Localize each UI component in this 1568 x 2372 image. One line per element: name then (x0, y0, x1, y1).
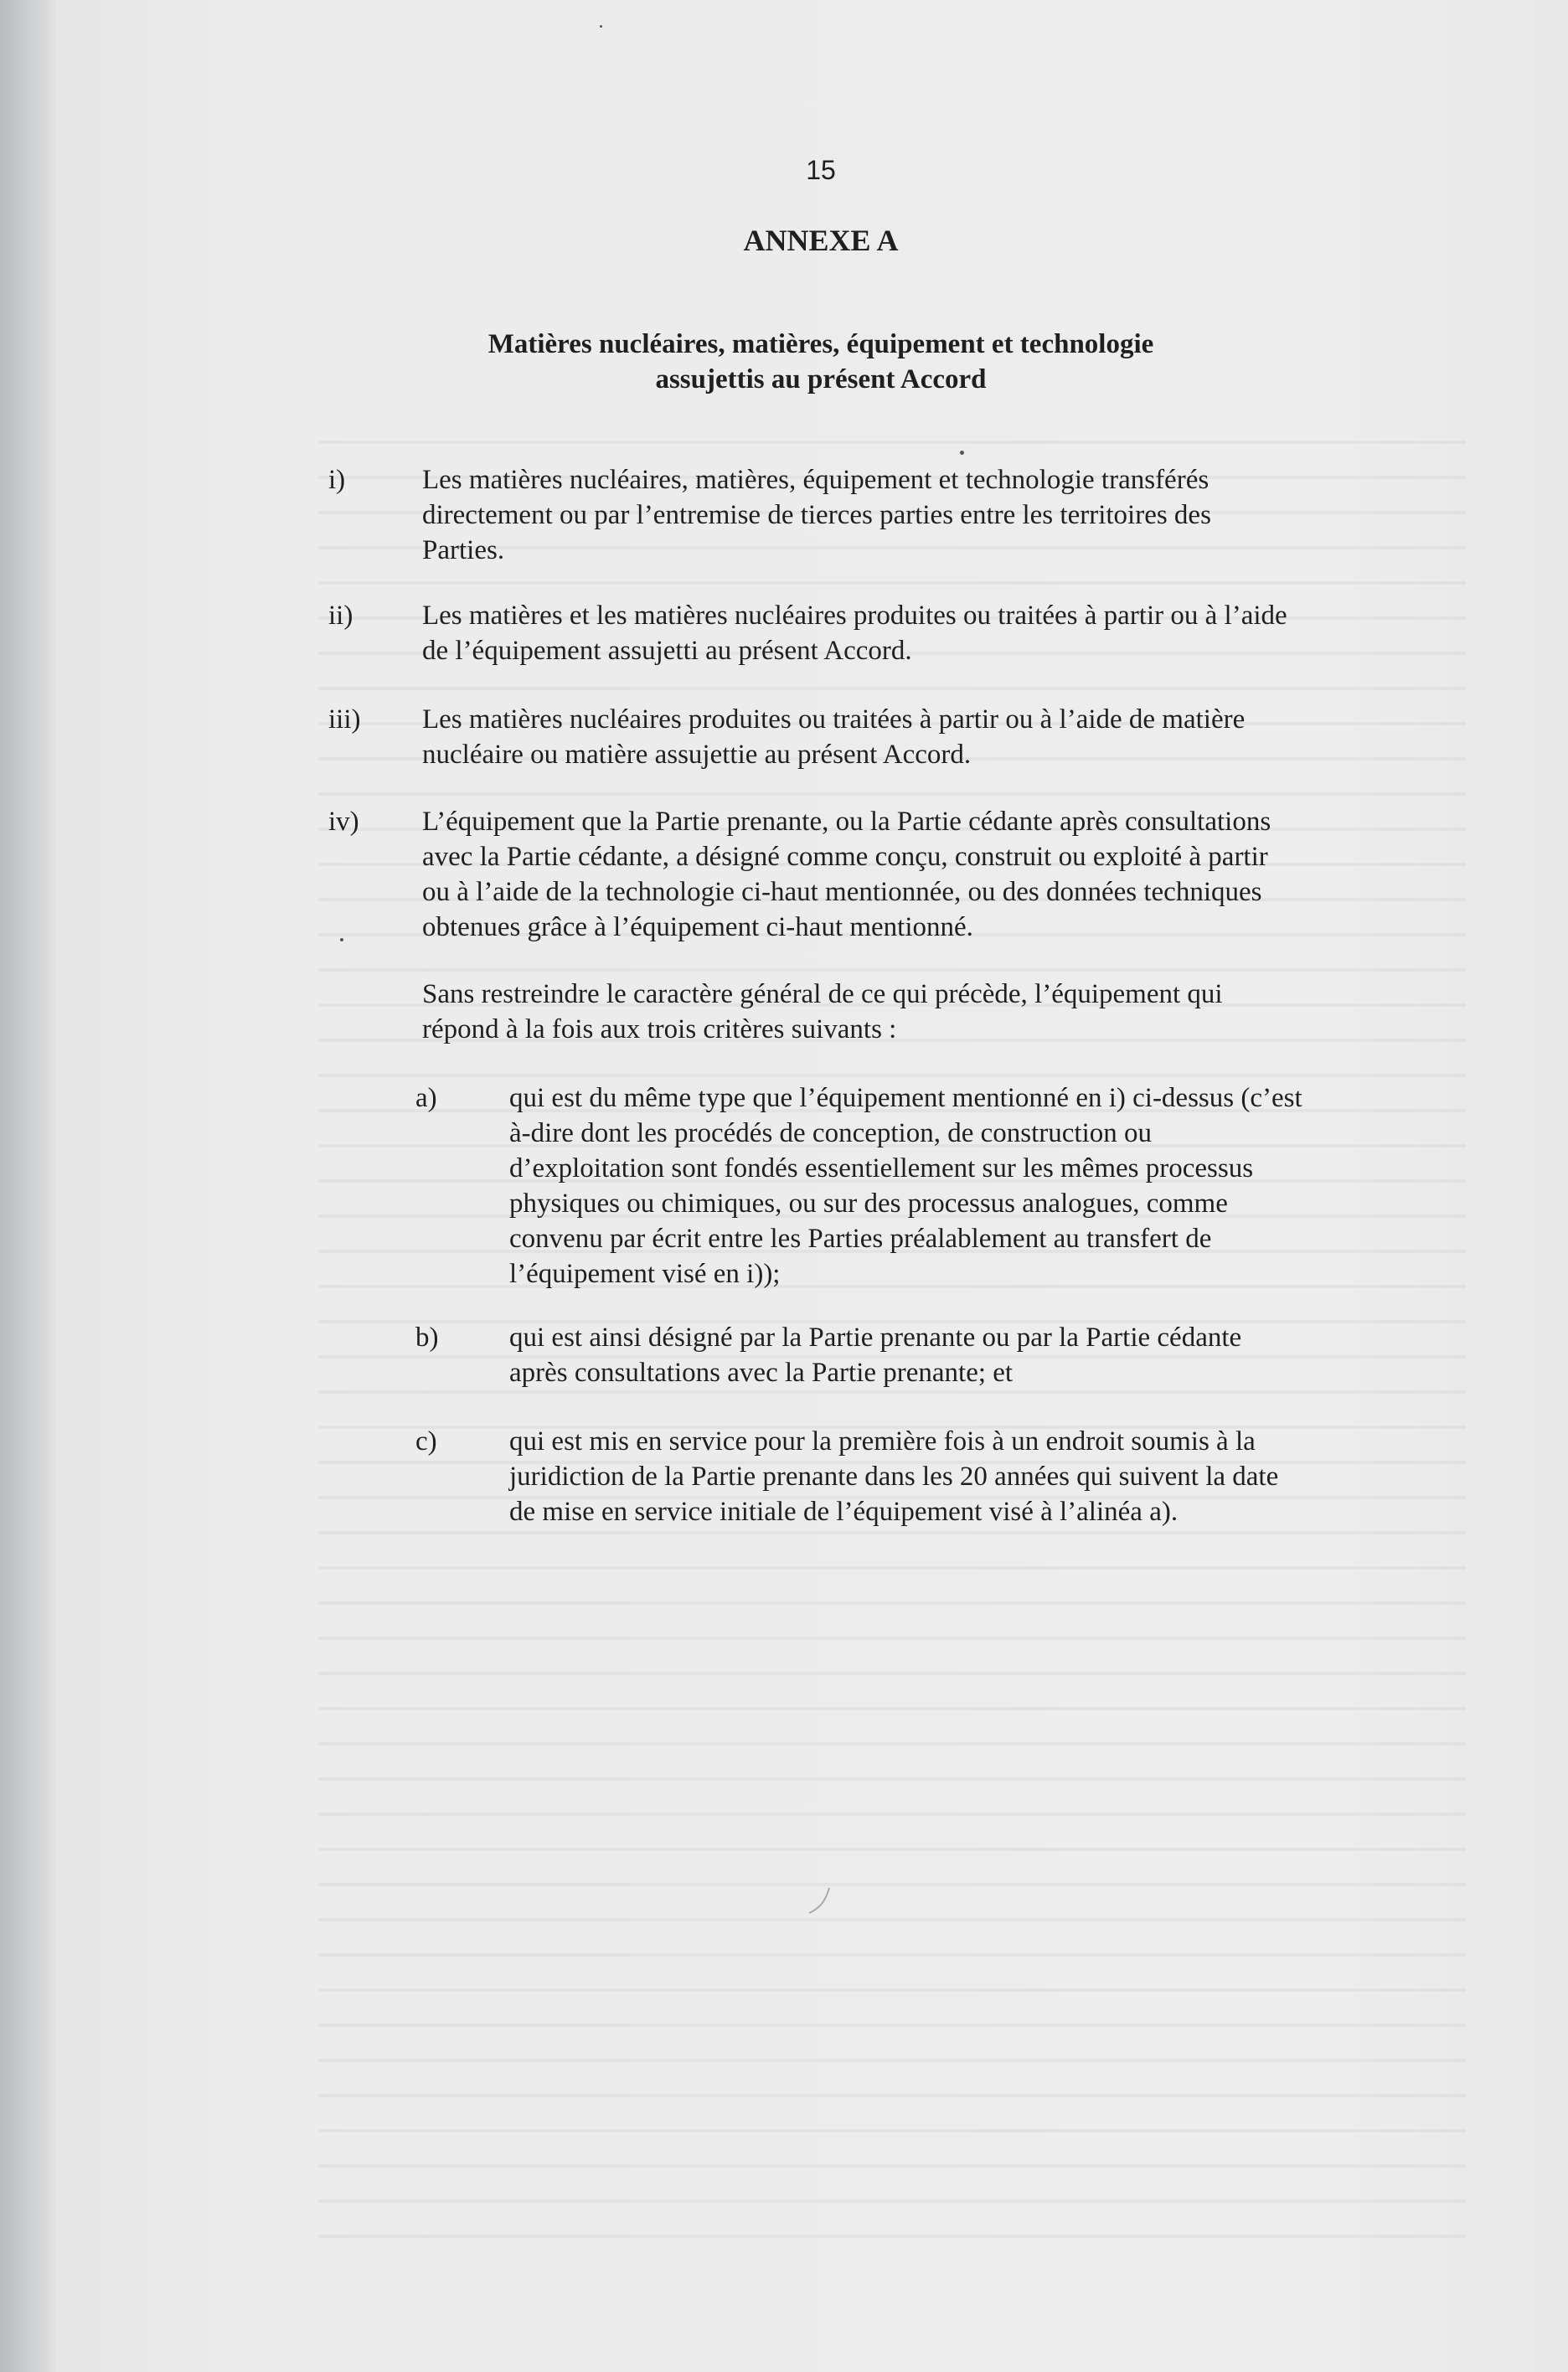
sub-item-letter: a) (415, 1083, 437, 1113)
text-line: à-dire dont les procédés de conception, de construction ou (509, 1118, 1152, 1148)
text-line: qui est mis en service pour la première fois à un endroit soumis à la (509, 1426, 1256, 1457)
list-item (328, 462, 1444, 568)
scan-speck (600, 25, 602, 28)
item-number: iv) (328, 807, 359, 837)
sub-item-letter: b) (415, 1323, 439, 1353)
item-text (422, 462, 1444, 568)
text-line: ou à l’aide de la technologie ci-haut mentionnée, ou des données techniques (422, 877, 1262, 907)
text-line: nucléaire ou matière assujettie au présent Accord. (422, 740, 972, 770)
sub-list-item (415, 1080, 1302, 1292)
text-line: l’équipement visé en i)); (509, 1259, 781, 1289)
text-line: Les matières nucléaires, matières, équipement et technologie transférés (422, 465, 1210, 495)
item-text (422, 804, 1444, 945)
subtitle-line: Matières nucléaires, matières, équipement et technologie (487, 329, 1154, 359)
text-line: avec la Partie cédante, a désigné comme conçu, construit ou exploité à partir (422, 842, 1268, 872)
text-line: qui est ainsi désigné par la Partie prenante ou par la Partie cédante (509, 1323, 1242, 1353)
sub-item-text (509, 1080, 1302, 1292)
subtitle-line: assujettis au présent Accord (655, 364, 987, 394)
text-line: obtenues grâce à l’équipement ci-haut mentionné. (422, 912, 973, 942)
text-line: Sans restreindre le caractère général de ce qui précède, l’équipement qui (422, 979, 1223, 1009)
list-item (328, 804, 1444, 945)
scan-speck (340, 938, 343, 941)
item-text (422, 598, 1444, 668)
text-line: convenu par écrit entre les Parties préalablement au transfert de (509, 1224, 1212, 1254)
page-number: 15 (806, 155, 836, 185)
text-line: Les matières et les matières nucléaires produites ou traitées à partir ou à l’aide (422, 601, 1287, 631)
annex-title: ANNEXE A (743, 224, 899, 257)
intro-paragraph (422, 977, 1223, 1047)
item-number: ii) (328, 601, 353, 631)
scan-mark (804, 1885, 838, 1918)
list-item (328, 702, 1444, 772)
sub-item-letter: c) (415, 1426, 437, 1457)
scan-speck (960, 451, 964, 455)
text-line: d’exploitation sont fondés essentiellement sur les mêmes processus (509, 1153, 1254, 1183)
text-line: Les matières nucléaires produites ou traitées à partir ou à l’aide de matière (422, 704, 1246, 735)
text-line: qui est du même type que l’équipement mentionné en i) ci-dessus (c’est (509, 1083, 1302, 1113)
text-line: Parties. (422, 535, 505, 565)
text-line: de l’équipement assujetti au présent Accord. (422, 636, 912, 666)
item-number: iii) (328, 704, 361, 735)
text-line: directement ou par l’entremise de tierces parties entre les territoires des (422, 500, 1211, 530)
text-line: après consultations avec la Partie prenante; et (509, 1358, 1014, 1388)
text-line: physiques ou chimiques, ou sur des processus analogues, comme (509, 1189, 1228, 1219)
sub-item-text (509, 1424, 1278, 1529)
item-text (422, 702, 1444, 772)
text-line: de mise en service initiale de l’équipement visé à l’alinéa a). (509, 1497, 1179, 1527)
item-number: i) (328, 465, 346, 495)
sub-list-item (415, 1424, 1278, 1529)
text-line: juridiction de la Partie prenante dans les 20 années qui suivent la date (509, 1462, 1279, 1492)
text-line: L’équipement que la Partie prenante, ou la Partie cédante après consultations (422, 807, 1271, 837)
annex-subtitle (0, 327, 1568, 397)
sub-list-item (415, 1320, 1241, 1390)
sub-item-text (509, 1320, 1241, 1390)
text-line: répond à la fois aux trois critères suivants : (422, 1014, 897, 1044)
list-item (328, 598, 1444, 668)
